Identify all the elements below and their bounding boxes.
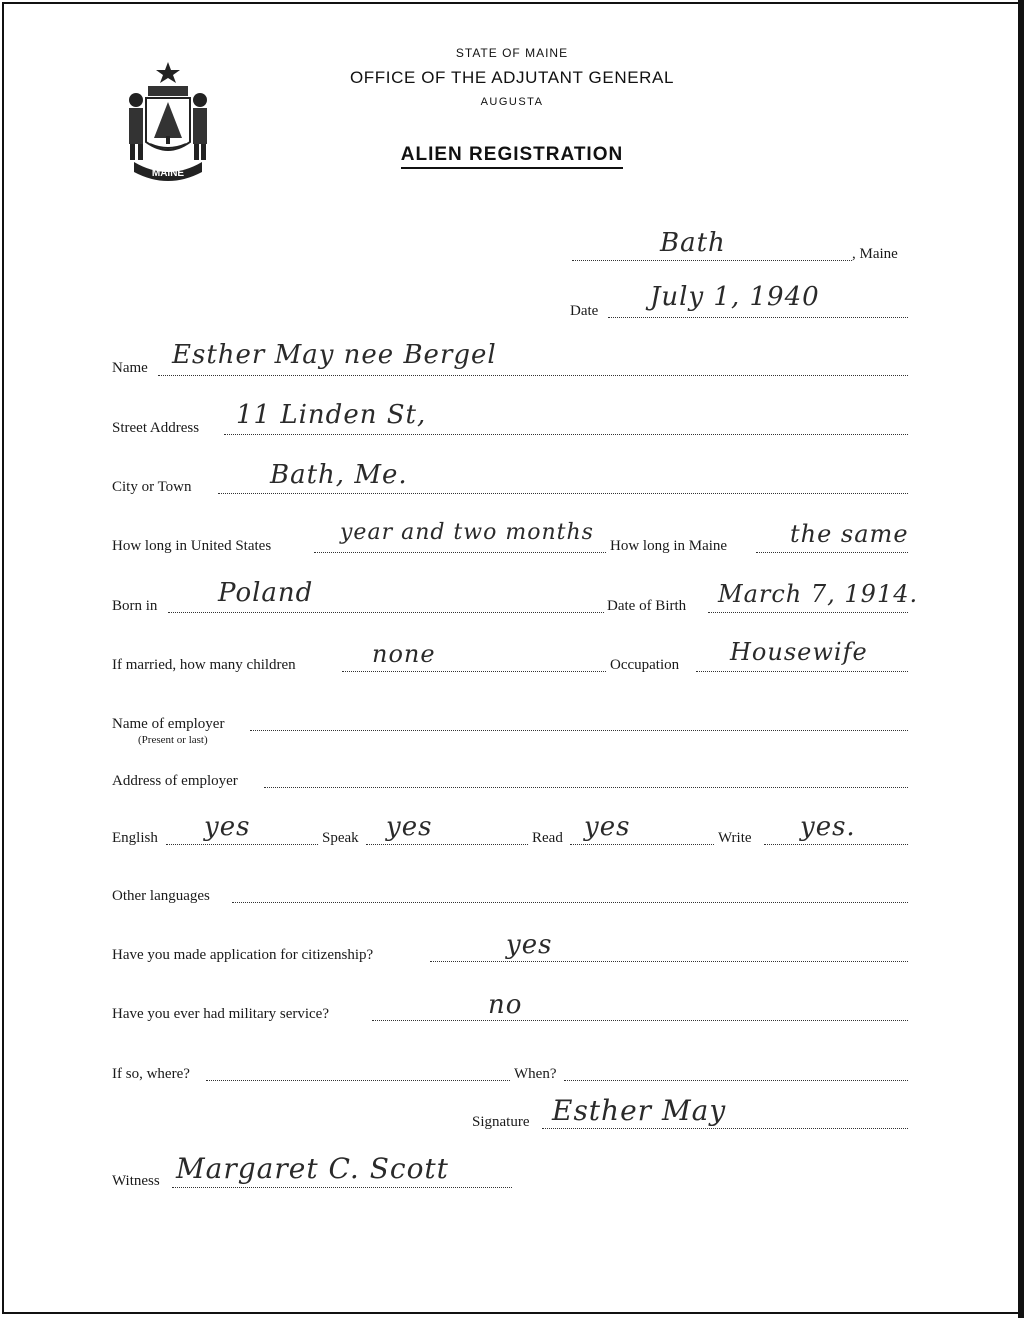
speak-label: Speak: [322, 830, 359, 846]
employer-address-label: Address of employer: [112, 773, 238, 789]
speak-line: [366, 844, 528, 845]
maine-duration-label: How long in Maine: [610, 538, 728, 554]
date-line: [608, 317, 908, 318]
street-address-value: 11 Linden St,: [236, 400, 427, 430]
children-value: none: [372, 640, 436, 668]
english-label: English: [112, 830, 158, 846]
read-line: [570, 844, 714, 845]
city-value: Bath, Me.: [270, 460, 408, 490]
when-line: [564, 1080, 908, 1081]
us-duration-line: [314, 552, 606, 553]
maine-suffix: , Maine: [852, 246, 898, 262]
scan-edge: [1018, 0, 1024, 1318]
employer-address-line: [264, 787, 908, 788]
street-address-label: Street Address: [112, 420, 200, 436]
english-line: [166, 844, 318, 845]
write-value: yes.: [800, 812, 856, 842]
form-title-text: ALIEN REGISTRATION: [401, 144, 623, 169]
write-label: Write: [718, 830, 752, 846]
if-so-where-label: If so, where?: [112, 1066, 190, 1082]
witness-value: Margaret C. Scott: [176, 1152, 449, 1185]
write-line: [764, 844, 908, 845]
name-label: Name: [112, 360, 148, 376]
born-in-value: Poland: [218, 578, 314, 608]
maine-state-seal: [112, 58, 224, 186]
born-in-line: [168, 612, 604, 613]
date-label: Date: [570, 303, 599, 319]
town-line: [572, 260, 852, 261]
signature-line: [542, 1128, 908, 1129]
date-of-birth-label: Date of Birth: [607, 598, 687, 614]
occupation-line: [696, 671, 908, 672]
date-of-birth-value: March 7, 1914.: [718, 580, 919, 608]
town-value: Bath: [660, 228, 726, 258]
if-so-where-line: [206, 1080, 510, 1081]
us-duration-label: How long in United States: [112, 538, 272, 554]
speak-value: yes: [386, 812, 433, 842]
city-line: [218, 493, 908, 494]
maine-duration-value: the same: [790, 520, 909, 548]
military-line: [372, 1020, 908, 1021]
born-in-label: Born in: [112, 598, 158, 614]
form-title: [300, 144, 724, 166]
english-value: yes: [204, 812, 251, 842]
occupation-value: Housewife: [730, 638, 868, 666]
military-value: no: [488, 990, 523, 1020]
read-value: yes: [584, 812, 631, 842]
occupation-label: Occupation: [610, 657, 680, 673]
date-value: July 1, 1940: [650, 282, 820, 312]
children-label: If married, how many children: [112, 657, 296, 673]
employer-sublabel: (Present or last): [138, 734, 208, 746]
maine-duration-line: [756, 552, 908, 553]
citizenship-value: yes: [506, 930, 553, 960]
us-duration-value: year and two months: [340, 520, 594, 545]
other-languages-label: Other languages: [112, 888, 210, 904]
children-line: [342, 671, 606, 672]
read-label: Read: [532, 830, 563, 846]
street-address-line: [224, 434, 908, 435]
signature-value: Esther May: [552, 1094, 727, 1127]
office-heading: OFFICE OF THE ADJUTANT GENERAL: [349, 68, 675, 87]
military-label: Have you ever had military service?: [112, 1006, 329, 1022]
city-label: City or Town: [112, 479, 192, 495]
name-line: [158, 375, 908, 376]
other-languages-line: [232, 902, 908, 903]
citizenship-line: [430, 961, 908, 962]
citizenship-label: Have you made application for citizenship?: [112, 947, 374, 963]
employer-line: [250, 730, 908, 731]
signature-label: Signature: [472, 1114, 530, 1130]
state-heading: STATE OF MAINE: [455, 46, 569, 60]
when-label: When?: [514, 1066, 557, 1082]
name-value: Esther May nee Bergel: [172, 340, 497, 370]
date-of-birth-line: [708, 612, 908, 613]
witness-line: [172, 1187, 512, 1188]
witness-label: Witness: [112, 1173, 160, 1189]
city-heading: AUGUSTA: [480, 96, 544, 108]
employer-label: Name of employer: [112, 716, 225, 732]
seal-banner-text: MAINE: [151, 168, 185, 179]
